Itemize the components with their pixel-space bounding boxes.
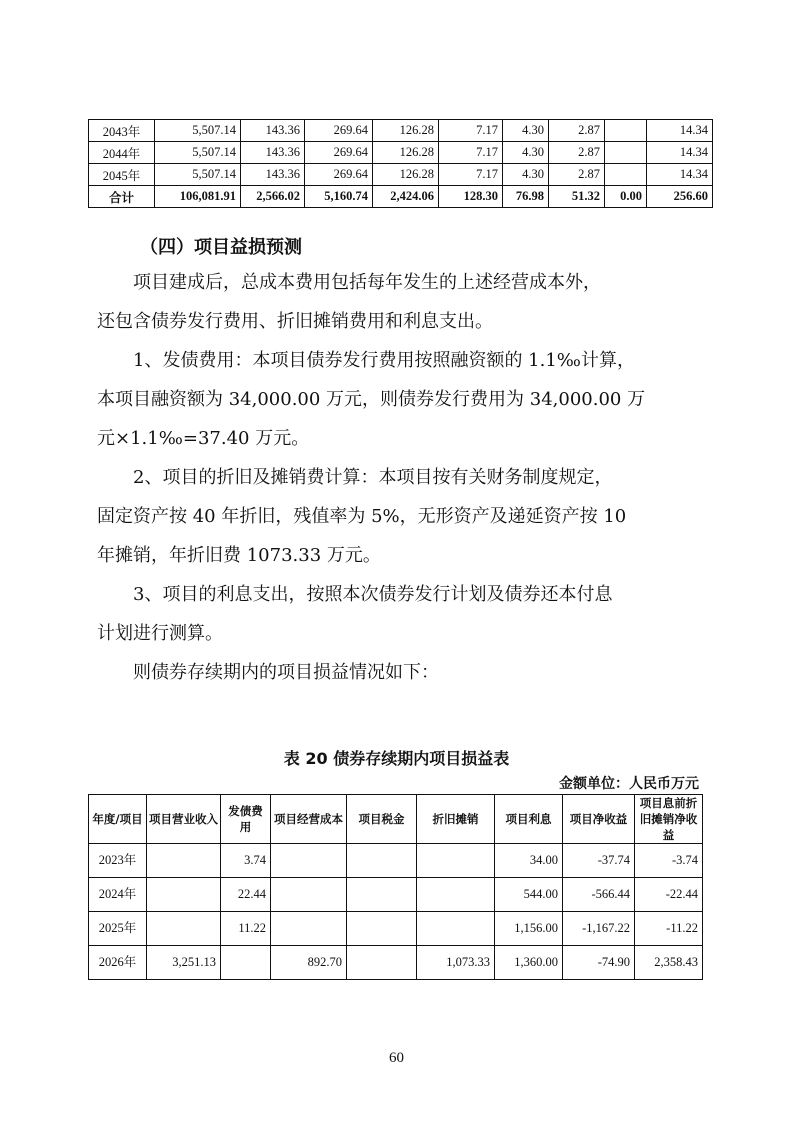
row-label-cell: 合计 <box>89 186 155 208</box>
table-cell: 4.30 <box>503 142 549 164</box>
table-cell <box>347 946 417 980</box>
table-unit-label: 金额单位：人民币万元 <box>559 776 699 792</box>
paragraph-interest <box>97 575 701 653</box>
table-row <box>89 142 713 164</box>
table-cell <box>605 142 647 164</box>
table-cell <box>271 878 347 912</box>
table-cell: 269.64 <box>305 120 373 142</box>
table-cell <box>147 912 221 946</box>
table-header-row <box>89 795 703 844</box>
column-header: 项目息前折旧摊销净收益 <box>635 795 703 844</box>
table-cell: 7.17 <box>439 164 503 186</box>
table-cell <box>605 120 647 142</box>
table-cell <box>347 844 417 878</box>
table-cell: -1,167.22 <box>563 912 635 946</box>
text-line: 3、项目的利息支出，按照本次债券发行计划及债券还本付息 <box>133 584 613 605</box>
table-cell: 11.22 <box>221 912 271 946</box>
table-cell: 2,424.06 <box>373 186 439 208</box>
table-cell: 14.34 <box>647 164 713 186</box>
table-cell <box>417 912 495 946</box>
text-line: 年摊销，年折旧费 1073.33 万元。 <box>97 545 381 566</box>
table-cell: 5,160.74 <box>305 186 373 208</box>
row-label-cell: 2026年 <box>89 946 147 980</box>
table-cell: 14.34 <box>647 142 713 164</box>
table-cell: 34.00 <box>495 844 563 878</box>
table-row <box>89 912 703 946</box>
table-cell: 128.30 <box>439 186 503 208</box>
column-header: 年度/项目 <box>89 795 147 844</box>
table-cell: 143.36 <box>241 164 305 186</box>
table-cell: 269.64 <box>305 142 373 164</box>
paragraph-issuance-fee <box>97 341 701 458</box>
table-row <box>89 164 713 186</box>
column-header: 发债费用 <box>221 795 271 844</box>
column-header: 项目净收益 <box>563 795 635 844</box>
paragraph-cost-intro <box>97 263 701 341</box>
table-cell: 4.30 <box>503 164 549 186</box>
row-label-cell: 2025年 <box>89 912 147 946</box>
table-cell: 2.87 <box>549 120 605 142</box>
row-label-cell: 2044年 <box>89 142 155 164</box>
table-cell: 5,507.14 <box>155 164 241 186</box>
row-label-cell: 2043年 <box>89 120 155 142</box>
table-cell <box>221 946 271 980</box>
table-cell: 5,507.14 <box>155 142 241 164</box>
text-line: 元×1.1‰=37.40 万元。 <box>97 428 310 449</box>
table-cell: 2,358.43 <box>635 946 703 980</box>
table-row <box>89 844 703 878</box>
table-cell <box>347 878 417 912</box>
table-cell: 3.74 <box>221 844 271 878</box>
table-cell: 51.32 <box>549 186 605 208</box>
table-cell <box>147 878 221 912</box>
table-cell: 892.70 <box>271 946 347 980</box>
table-cell: 1,156.00 <box>495 912 563 946</box>
table-cell: 126.28 <box>373 164 439 186</box>
table-cell: 143.36 <box>241 120 305 142</box>
table-cell: 14.34 <box>647 120 713 142</box>
row-label-cell: 2023年 <box>89 844 147 878</box>
column-header: 折旧摊销 <box>417 795 495 844</box>
table-cell: 22.44 <box>221 878 271 912</box>
table-cell: 126.28 <box>373 142 439 164</box>
table-row <box>89 946 703 980</box>
text-line: 1、发债费用：本项目债券发行费用按照融资额的 1.1‰计算， <box>133 350 635 371</box>
table-cell: 3,251.13 <box>147 946 221 980</box>
table-cell <box>271 844 347 878</box>
table-cell <box>417 878 495 912</box>
table-cell: 2,566.02 <box>241 186 305 208</box>
text-line: 则债券存续期内的项目损益情况如下： <box>133 662 439 683</box>
paragraph-table-intro <box>97 653 701 692</box>
column-header: 项目营业收入 <box>147 795 221 844</box>
table-cell: 7.17 <box>439 120 503 142</box>
text-line: 本项目融资额为 34,000.00 万元，则债券发行费用为 34,000.00 万 <box>97 389 646 410</box>
table-cell: -11.22 <box>635 912 703 946</box>
text-line: 固定资产按 40 年折旧，残值率为 5%，无形资产及递延资产按 10 <box>97 506 627 527</box>
text-line: 计划进行测算。 <box>97 623 223 644</box>
column-header: 项目经营成本 <box>271 795 347 844</box>
text-line: 2、项目的折旧及摊销费计算：本项目按有关财务制度规定， <box>133 467 613 488</box>
table-cell: 544.00 <box>495 878 563 912</box>
table-cell: 5,507.14 <box>155 120 241 142</box>
cost-table-continued <box>88 119 713 208</box>
table-row <box>89 878 703 912</box>
table-cell <box>147 844 221 878</box>
table-cell: 106,081.91 <box>155 186 241 208</box>
table-cell: -22.44 <box>635 878 703 912</box>
table-cell: -3.74 <box>635 844 703 878</box>
table-cell: 7.17 <box>439 142 503 164</box>
table-cell: 143.36 <box>241 142 305 164</box>
section-heading: （四）项目益损预测 <box>140 237 302 258</box>
text-line: 项目建成后，总成本费用包括每年发生的上述经营成本外， <box>133 272 601 293</box>
table-cell <box>347 912 417 946</box>
table-cell: 4.30 <box>503 120 549 142</box>
table-cell: 76.98 <box>503 186 549 208</box>
table-cell: 269.64 <box>305 164 373 186</box>
table-cell: -37.74 <box>563 844 635 878</box>
column-header: 项目利息 <box>495 795 563 844</box>
table-caption: 表 20 债券存续期内项目损益表 <box>283 749 510 768</box>
table-cell <box>271 912 347 946</box>
row-label-cell: 2024年 <box>89 878 147 912</box>
table-cell: 2.87 <box>549 164 605 186</box>
table-cell: 2.87 <box>549 142 605 164</box>
table-cell: -566.44 <box>563 878 635 912</box>
table-cell: 256.60 <box>647 186 713 208</box>
profit-loss-table <box>88 794 703 980</box>
table-row <box>89 186 713 208</box>
table-cell: 1,073.33 <box>417 946 495 980</box>
row-label-cell: 2045年 <box>89 164 155 186</box>
table-cell <box>605 164 647 186</box>
text-line: 还包含债券发行费用、折旧摊销费用和利息支出。 <box>97 311 493 332</box>
table-cell <box>417 844 495 878</box>
column-header: 项目税金 <box>347 795 417 844</box>
paragraph-depreciation <box>97 458 701 575</box>
table-cell: 1,360.00 <box>495 946 563 980</box>
table-cell: -74.90 <box>563 946 635 980</box>
page-number: 60 <box>389 1050 404 1066</box>
table-row <box>89 120 713 142</box>
table-cell: 0.00 <box>605 186 647 208</box>
table-cell: 126.28 <box>373 120 439 142</box>
